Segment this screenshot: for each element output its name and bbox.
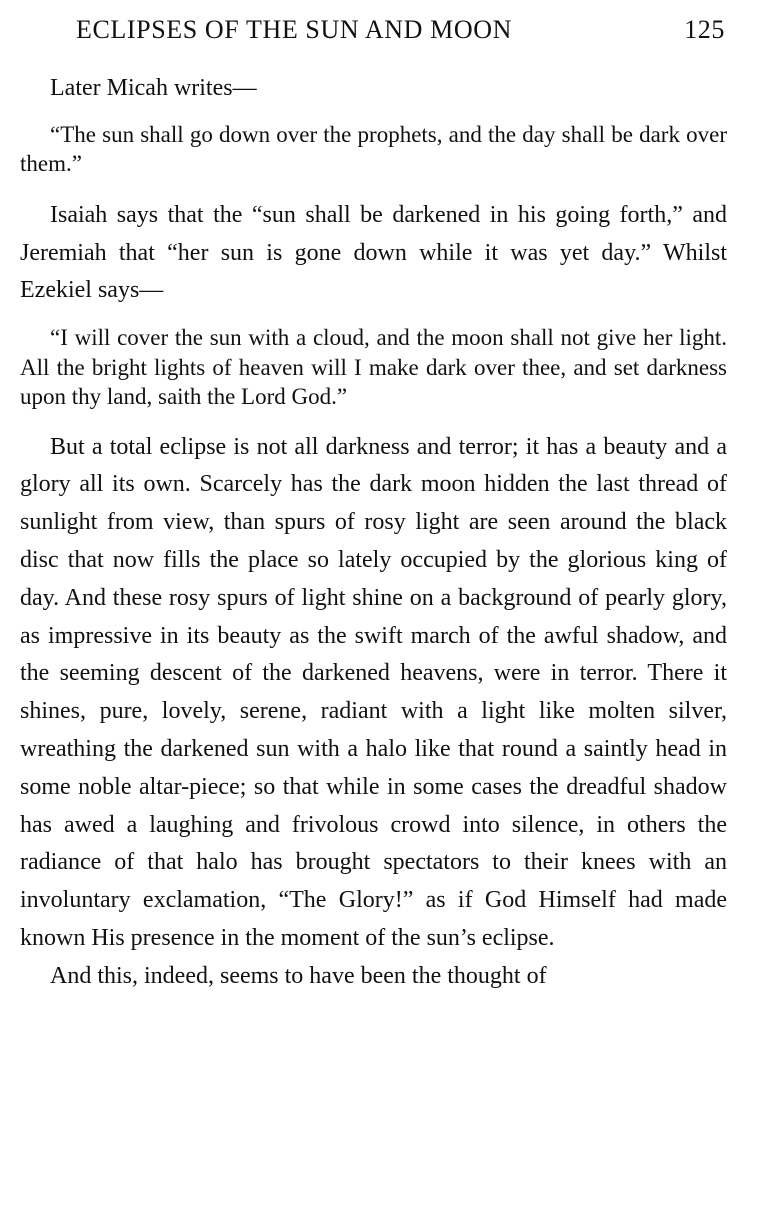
paragraph-micah-intro: Later Micah writes— xyxy=(50,75,257,101)
paragraph-continuation: And this, indeed, seems to have been the thought of xyxy=(50,962,547,989)
quote-ezekiel: “I will cover the sun with a cloud, and the moon shall not give her light. All the bright lights of heaven will I make dark over thee, and set darkness upon thy land, saith the Lord God.” xyxy=(20,325,727,410)
running-title: ECLIPSES OF THE SUN AND MOON xyxy=(76,15,512,44)
page-number: 125 xyxy=(684,15,725,44)
paragraph-isaiah-jeremiah: Isaiah says that the “sun shall be darkened in his going forth,” and Jeremiah that “her sun is gone down while it was yet day.” Whilst Ezekiel says— xyxy=(20,201,727,304)
book-page xyxy=(20,0,727,996)
paragraph-total-eclipse: But a total eclipse is not all darkness and terror; it has a beauty and a glory all its own. Scarcely has the dark moon hidden the last thread of sunlight from view, than spurs of rosy light are seen around the black disc that now fills the place so lately occupied by the glorious king of day. And these rosy spurs of light shine on a background of pearly glory, as impressive in its beauty as the swift march of the awful shadow, and the seeming descent of the darkened heavens, were in terror. There it shines, pure, lovely, serene, radiant with a light like molten silver, wreathing the darkened sun with a halo like that round a saintly head in some noble altar-piece; so that while in some cases the dreadful shadow has awed a laughing and frivolous crowd into silence, in others the radiance of that halo has brought spectators to their knees with an involuntary exclamation, “The Glory!” as if God Himself had made known His presence in the moment of the sun’s eclipse. xyxy=(20,433,727,952)
quote-micah: “The sun shall go down over the prophets, and the day shall be dark over them.” xyxy=(20,121,727,177)
running-head xyxy=(20,0,727,50)
